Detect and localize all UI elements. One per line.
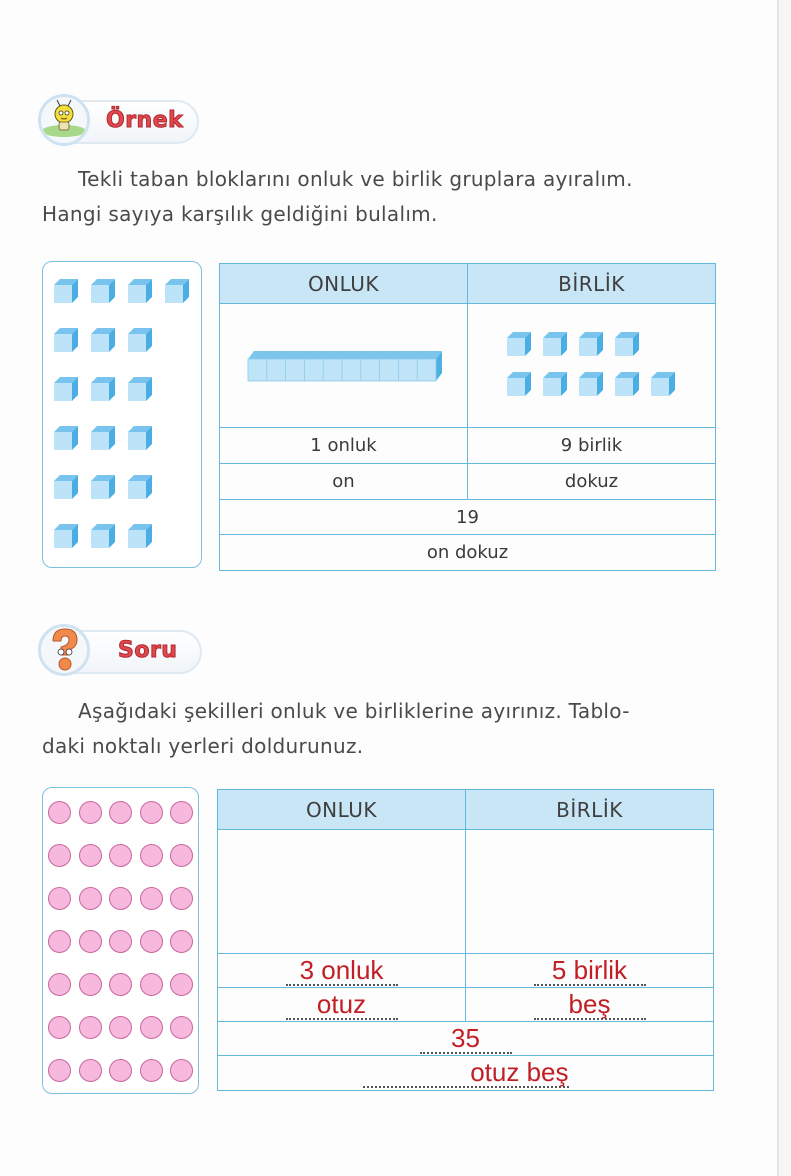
number-answer: 35: [420, 1024, 512, 1054]
pink-dot-icon: [140, 844, 163, 867]
pink-dot-icon: [48, 973, 71, 996]
example-instruction-line2: Hangi sayıya karşılık geldiğini bulalım.: [42, 202, 438, 226]
pink-dot-icon: [109, 887, 132, 910]
pink-dot-icon: [79, 887, 102, 910]
question-mark-mascot-icon: [38, 624, 90, 676]
unit-cube-icon: [90, 425, 116, 451]
pink-dot-icon: [79, 801, 102, 824]
unit-cube-icon: [90, 278, 116, 304]
example-instructions: [42, 162, 762, 232]
example-tens-word: on: [220, 464, 468, 500]
pink-dot-icon: [48, 801, 71, 824]
pink-dot-icon: [170, 887, 193, 910]
unit-cube-icon: [53, 425, 79, 451]
unit-cube-icon: [578, 331, 604, 357]
unit-cube-icon: [650, 371, 676, 397]
unit-cube-icon: [614, 331, 640, 357]
pink-dot-icon: [140, 973, 163, 996]
example-badge-label: Örnek: [106, 108, 184, 133]
units-count-answer: 5 birlik: [534, 956, 646, 986]
unit-cube-icon: [542, 371, 568, 397]
pink-dot-icon: [48, 1059, 71, 1082]
example-header-onluk: ONLUK: [220, 264, 468, 304]
question-badge: [40, 630, 202, 674]
pink-dot-icon: [140, 1016, 163, 1039]
pink-dot-icon: [170, 801, 193, 824]
pink-dot-icon: [170, 1059, 193, 1082]
pink-dot-icon: [140, 801, 163, 824]
tens-count-answer: 3 onluk: [286, 956, 398, 986]
pink-dot-icon: [79, 1059, 102, 1082]
number-word-answer: otuz beş: [363, 1058, 569, 1088]
question-tens-drawing-area: [218, 830, 466, 954]
unit-cube-icon: [127, 474, 153, 500]
example-tens-cell: [220, 304, 468, 428]
example-tens-count: 1 onluk: [220, 428, 468, 464]
example-number-word: on dokuz: [220, 535, 716, 571]
unit-cube-icon: [127, 376, 153, 402]
question-number-word-field[interactable]: [218, 1056, 714, 1091]
example-instruction-line1: Tekli taban bloklarını onluk ve birlik gruplara ayıralım.: [78, 167, 633, 191]
example-units-count: 9 birlik: [468, 428, 716, 464]
units-word-answer: beş: [534, 990, 646, 1020]
question-number-field[interactable]: [218, 1022, 714, 1056]
question-units-word-field[interactable]: [466, 988, 714, 1022]
pink-dot-icon: [48, 887, 71, 910]
unit-cube-icon: [53, 376, 79, 402]
bee-mascot-icon: [38, 94, 90, 146]
question-dots-panel: [42, 787, 199, 1094]
tens-rod-icon: [244, 349, 444, 383]
pink-dot-icon: [109, 1016, 132, 1039]
pink-dot-icon: [140, 1059, 163, 1082]
unit-cube-icon: [127, 327, 153, 353]
unit-cube-icon: [90, 474, 116, 500]
question-instruction-line1: Aşağıdaki şekilleri onluk ve birliklerine ayırınız. Tablo-: [78, 699, 630, 723]
unit-cube-icon: [90, 376, 116, 402]
unit-cube-icon: [578, 371, 604, 397]
example-units-cell: [468, 304, 716, 428]
question-place-value-table: [217, 789, 714, 1091]
question-header-birlik: BİRLİK: [466, 790, 714, 830]
pink-dot-icon: [48, 1016, 71, 1039]
nine-unit-cubes: [502, 331, 682, 401]
unit-cube-icon: [90, 523, 116, 549]
pink-dot-icon: [48, 844, 71, 867]
unit-cube-icon: [506, 371, 532, 397]
unit-cube-icon: [164, 278, 190, 304]
pink-dot-icon: [79, 844, 102, 867]
question-header-onluk: ONLUK: [218, 790, 466, 830]
pink-dot-icon: [79, 973, 102, 996]
question-tens-count-field[interactable]: [218, 954, 466, 988]
unit-cube-icon: [53, 474, 79, 500]
question-tens-word-field[interactable]: [218, 988, 466, 1022]
pink-dot-icon: [48, 930, 71, 953]
example-number: 19: [220, 500, 716, 535]
pink-dot-icon: [79, 930, 102, 953]
pink-dot-icon: [140, 887, 163, 910]
question-units-drawing-area: [466, 830, 714, 954]
example-header-birlik: BİRLİK: [468, 264, 716, 304]
example-cubes-panel: [42, 261, 202, 568]
pink-dot-icon: [109, 801, 132, 824]
question-badge-label: Soru: [118, 638, 178, 663]
question-instruction-line2: daki noktalı yerleri doldurunuz.: [42, 734, 364, 758]
pink-dot-icon: [109, 844, 132, 867]
example-place-value-table: [219, 263, 716, 571]
unit-cube-icon: [127, 278, 153, 304]
tens-word-answer: otuz: [286, 990, 398, 1020]
pink-dot-icon: [170, 930, 193, 953]
unit-cube-icon: [53, 278, 79, 304]
page-margin: [779, 0, 791, 1176]
unit-cube-icon: [127, 523, 153, 549]
unit-cube-icon: [614, 371, 640, 397]
unit-cube-icon: [542, 331, 568, 357]
unit-cube-icon: [53, 327, 79, 353]
question-units-count-field[interactable]: [466, 954, 714, 988]
unit-cube-icon: [90, 327, 116, 353]
pink-dot-icon: [79, 1016, 102, 1039]
pink-dot-icon: [140, 930, 163, 953]
pink-dot-icon: [109, 973, 132, 996]
pink-dot-icon: [170, 973, 193, 996]
pink-dot-icon: [109, 1059, 132, 1082]
unit-cube-icon: [127, 425, 153, 451]
pink-dot-icon: [170, 1016, 193, 1039]
example-units-word: dokuz: [468, 464, 716, 500]
unit-cube-icon: [53, 523, 79, 549]
example-badge: [40, 100, 199, 144]
pink-dot-icon: [109, 930, 132, 953]
unit-cube-icon: [506, 331, 532, 357]
question-instructions: [42, 694, 762, 764]
pink-dot-icon: [170, 844, 193, 867]
